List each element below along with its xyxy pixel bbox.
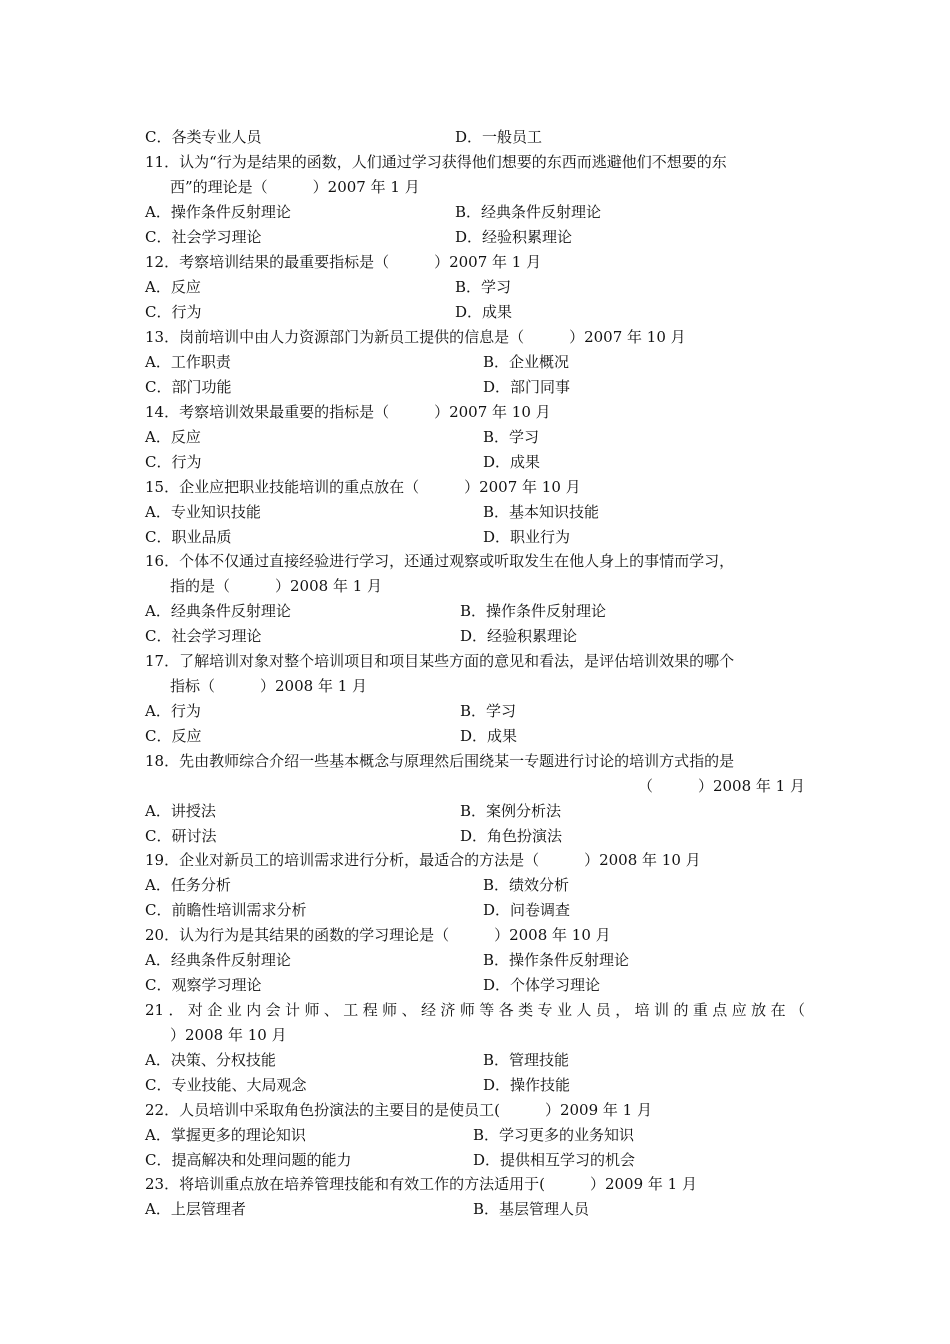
question-text: 13．岗前培训中由人力资源部门为新员工提供的信息是（ ）2007 年 10 月	[145, 328, 686, 346]
option-b: B．操作条件反射理论	[460, 602, 607, 620]
option-line	[0, 1148, 950, 1173]
option-c: C．前瞻性培训需求分析	[145, 901, 307, 919]
option-line	[0, 948, 950, 973]
option-line	[0, 824, 950, 849]
option-c: C．提高解决和处理问题的能力	[145, 1151, 352, 1169]
question-line	[0, 1172, 950, 1197]
option-d: D．成果	[455, 303, 513, 321]
option-a: C．各类专业人员	[145, 128, 262, 146]
option-a: A．上层管理者	[145, 1200, 246, 1218]
question-text-cont: 指的是（ ）2008 年 1 月	[170, 577, 383, 595]
option-c: C．社会学习理论	[145, 627, 262, 645]
option-b: B．基本知识技能	[483, 503, 600, 521]
option-b: B．绩效分析	[483, 876, 570, 894]
question-continuation	[0, 774, 950, 799]
question-text: 18．先由教师综合介绍一些基本概念与原理然后围绕某一专题进行讨论的培训方式指的是	[145, 752, 735, 770]
question-line	[0, 848, 950, 873]
question-continuation	[0, 175, 950, 200]
option-line	[0, 350, 950, 375]
option-a: A．决策、分权技能	[145, 1051, 276, 1069]
question-text-cont: （ ）2008 年 1 月	[637, 777, 805, 795]
option-line	[0, 525, 950, 550]
question-line	[0, 923, 950, 948]
question-line	[0, 325, 950, 350]
option-line	[0, 225, 950, 250]
question-text: 14．考察培训效果最重要的指标是（ ）2007 年 10 月	[145, 403, 551, 421]
option-line	[0, 724, 950, 749]
option-line	[0, 125, 950, 150]
option-b: B．案例分析法	[460, 802, 562, 820]
option-line	[0, 624, 950, 649]
question-line	[0, 649, 950, 674]
question-text: 23．将培训重点放在培养管理技能和有效工作的方法适用于( ）2009 年 1 月	[145, 1175, 697, 1193]
option-a: A．行为	[145, 702, 201, 720]
question-text: 21．对企业内会计师、工程师、经济师等各类专业人员，培训的重点应放在（	[145, 1001, 805, 1019]
question-continuation	[0, 1023, 950, 1048]
question-text: 11．认为“行为是结果的函数，人们通过学习获得他们想要的东西而逃避他们不想要的东	[145, 153, 727, 171]
option-d: D．职业行为	[483, 528, 571, 546]
option-d: D．问卷调查	[483, 901, 571, 919]
question-continuation	[0, 674, 950, 699]
option-line	[0, 699, 950, 724]
option-line	[0, 1197, 950, 1222]
option-a: A．掌握更多的理论知识	[145, 1126, 306, 1144]
option-d: D．部门同事	[483, 378, 571, 396]
question-text-cont: 指标（ ）2008 年 1 月	[170, 677, 368, 695]
option-b: B．学习	[460, 702, 517, 720]
option-line	[0, 973, 950, 998]
question-line	[0, 749, 950, 774]
option-a: A．经典条件反射理论	[145, 602, 291, 620]
question-line	[0, 150, 950, 175]
option-a: A．经典条件反射理论	[145, 951, 291, 969]
question-text-cont: ）2008 年 10 月	[170, 1026, 287, 1044]
question-text: 12．考察培训结果的最重要指标是（ ）2007 年 1 月	[145, 253, 542, 271]
option-d: D．角色扮演法	[460, 827, 563, 845]
option-line	[0, 300, 950, 325]
option-b: B．基层管理人员	[473, 1200, 590, 1218]
option-d: D．经验积累理论	[455, 228, 573, 246]
option-line	[0, 450, 950, 475]
question-text: 15．企业应把职业技能培训的重点放在（ ）2007 年 10 月	[145, 478, 581, 496]
question-text: 20．认为行为是其结果的函数的学习理论是（ ）2008 年 10 月	[145, 926, 611, 944]
option-b: D．一般员工	[455, 128, 543, 146]
option-b: B．操作条件反射理论	[483, 951, 630, 969]
option-line	[0, 275, 950, 300]
option-b: B．学习	[455, 278, 512, 296]
option-line	[0, 1073, 950, 1098]
option-c: C．反应	[145, 727, 202, 745]
option-line	[0, 500, 950, 525]
option-d: D．成果	[483, 453, 541, 471]
option-line	[0, 1048, 950, 1073]
question-text: 22．人员培训中采取角色扮演法的主要目的是使员工( ）2009 年 1 月	[145, 1101, 652, 1119]
option-c: C．职业品质	[145, 528, 232, 546]
question-line	[0, 998, 950, 1023]
question-line	[0, 475, 950, 500]
option-c: C．社会学习理论	[145, 228, 262, 246]
option-d: D．成果	[460, 727, 518, 745]
option-d: D．个体学习理论	[483, 976, 601, 994]
option-a: A．专业知识技能	[145, 503, 261, 521]
option-d: D．经验积累理论	[460, 627, 578, 645]
option-a: A．任务分析	[145, 876, 231, 894]
option-b: B．企业概况	[483, 353, 570, 371]
option-line	[0, 200, 950, 225]
option-b: B．学习更多的业务知识	[473, 1126, 635, 1144]
option-line	[0, 425, 950, 450]
question-line	[0, 1098, 950, 1123]
option-c: C．研讨法	[145, 827, 217, 845]
option-b: B．管理技能	[483, 1051, 570, 1069]
option-d: D．操作技能	[483, 1076, 571, 1094]
option-a: A．工作职责	[145, 353, 231, 371]
option-line	[0, 1123, 950, 1148]
option-a: A．操作条件反射理论	[145, 203, 291, 221]
option-c: C．行为	[145, 453, 202, 471]
option-a: A．讲授法	[145, 802, 216, 820]
question-line	[0, 400, 950, 425]
question-text: 19．企业对新员工的培训需求进行分析，最适合的方法是（ ）2008 年 10 月	[145, 851, 701, 869]
option-c: C．行为	[145, 303, 202, 321]
question-text: 16．个体不仅通过直接经验进行学习，还通过观察或听取发生在他人身上的事情而学习，	[145, 552, 735, 570]
option-d: D．提供相互学习的机会	[473, 1151, 636, 1169]
question-line	[0, 549, 950, 574]
option-a: A．反应	[145, 278, 201, 296]
question-line	[0, 250, 950, 275]
option-a: A．反应	[145, 428, 201, 446]
option-line	[0, 375, 950, 400]
option-c: C．专业技能、大局观念	[145, 1076, 307, 1094]
option-line	[0, 898, 950, 923]
option-b: B．学习	[483, 428, 540, 446]
question-continuation	[0, 574, 950, 599]
question-text-cont: 西”的理论是（ ）2007 年 1 月	[170, 178, 420, 196]
question-text: 17．了解培训对象对整个培训项目和项目某些方面的意见和看法，是评估培训效果的哪个	[145, 652, 735, 670]
option-c: C．观察学习理论	[145, 976, 262, 994]
option-c: C．部门功能	[145, 378, 232, 396]
option-line	[0, 873, 950, 898]
option-line	[0, 799, 950, 824]
option-line	[0, 599, 950, 624]
option-b: B．经典条件反射理论	[455, 203, 602, 221]
